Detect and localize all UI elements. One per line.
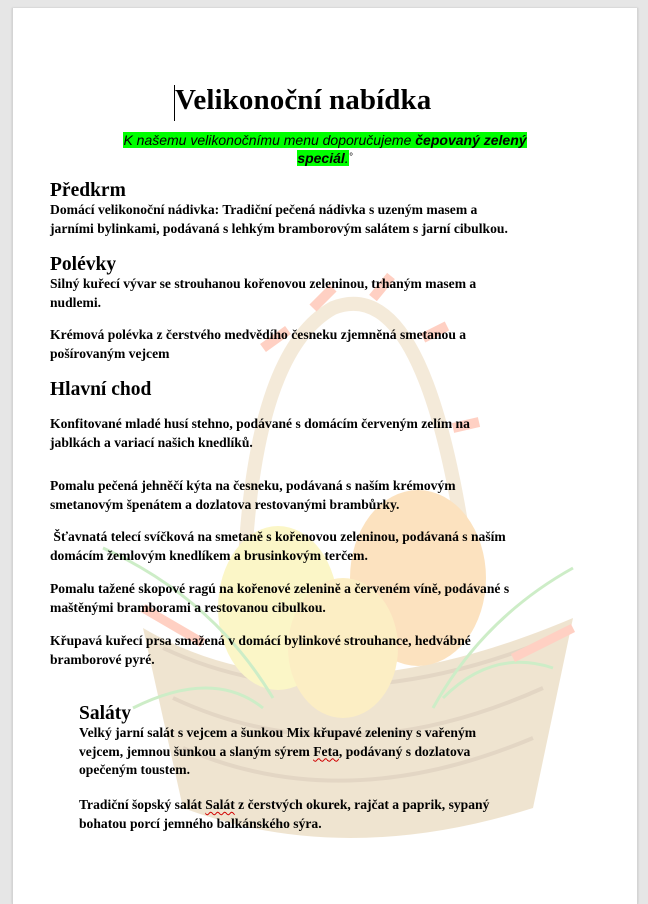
document-page	[12, 8, 638, 904]
menu-item-text: Tradiční šopský salát	[79, 797, 206, 812]
menu-item-line: pošírovaným vejcem	[50, 345, 170, 361]
menu-item-text: , podávaný s dozlatova	[338, 743, 471, 759]
menu-item	[79, 724, 563, 780]
menu-item-line: smetanovým špenátem a dozlatova restovanými brambůrky.	[50, 496, 400, 512]
menu-item-line: jarními bylinkami, podávaná s lehkým bramborovým salátem s jarní cibulkou.	[50, 220, 508, 236]
menu-item	[50, 201, 570, 238]
menu-item-line: Krémová polévka z čerstvého medvědího česneku zjemněná smetanou a	[50, 327, 467, 342]
menu-item-line: Pomalu pečená jehněčí kýta na česneku, podávaná s naším krémovým	[50, 478, 456, 493]
menu-item	[50, 528, 600, 565]
menu-item-text: bohatou porcí jemného balkánského sýra.	[79, 815, 322, 831]
section-heading-predkrm: Předkrm	[50, 180, 126, 201]
menu-item	[50, 326, 570, 363]
recommendation-suffix: .	[344, 150, 349, 166]
menu-item-line: bramborové pyré.	[50, 651, 155, 667]
recommendation-beer: čepovaný zelený	[415, 132, 527, 148]
menu-item-line	[79, 761, 563, 780]
formatting-mark: °	[348, 152, 353, 163]
menu-item-line: nudlemi.	[50, 294, 101, 310]
menu-item	[50, 275, 570, 312]
menu-item-line: domácím žemlovým knedlíkem a brusinkovým terčem.	[50, 547, 368, 563]
section-heading-polevky: Polévky	[50, 254, 117, 275]
page-title: Velikonoční nabídka	[175, 84, 432, 116]
spellcheck-flagged-word[interactable]: Feta	[313, 743, 339, 759]
section-heading-salaty: Saláty	[79, 703, 132, 724]
menu-item-line: maštěnými bramborami a restovanou cibulkou.	[50, 599, 326, 615]
recommendation-beer-2: speciál	[297, 150, 345, 166]
menu-item-line	[79, 796, 563, 815]
menu-item-text: opečeným toustem.	[79, 762, 190, 777]
menu-item-text: vejcem, jemnou šunkou a slaným sýrem	[79, 743, 314, 759]
document-content	[13, 8, 637, 904]
menu-item	[79, 796, 563, 833]
menu-item	[50, 477, 590, 514]
menu-item	[50, 415, 570, 452]
menu-item	[50, 580, 600, 617]
menu-item-line: Domácí velikonoční nádivka: Tradiční pečená nádivka s uzeným masem a	[50, 202, 478, 217]
recommendation-text: K našemu velikonočnímu menu doporučujeme	[123, 132, 416, 148]
menu-item-line: Pomalu tažené skopové ragú na kořenové zelenině a červeném víně, podávané s	[50, 581, 510, 596]
menu-item-line: Konfitované mladé husí stehno, podávané s domácím červeným zelím na	[50, 416, 470, 431]
menu-item-line	[79, 743, 563, 762]
menu-item-line: Křupavá kuřecí prsa smažená v domácí bylinkové strouhance, hedvábné	[50, 633, 471, 648]
section-heading-hlavni-chod: Hlavní chod	[50, 379, 152, 400]
spellcheck-flagged-word[interactable]: Salát	[205, 797, 235, 812]
menu-item-line: Šťavnatá telecí svíčková na smetaně s kořenovou zeleninou, podávaná s naším	[50, 529, 506, 544]
menu-item-line	[79, 815, 563, 834]
recommendation-highlight	[123, 132, 526, 166]
menu-item-text: z čerstvých okurek, rajčat a paprik, sypaný	[234, 797, 490, 812]
menu-item-line	[79, 724, 563, 743]
menu-item-line: jablkách a variací našich knedlíků.	[50, 434, 253, 450]
menu-item-text: Velký jarní salát s vejcem a šunkou Mix křupavé zeleniny s vařeným	[79, 725, 477, 740]
menu-item	[50, 632, 570, 669]
recommendation-note	[105, 131, 545, 167]
menu-item-line: Silný kuřecí vývar se strouhanou kořenovou zeleninou, trhaným masem a	[50, 276, 477, 291]
